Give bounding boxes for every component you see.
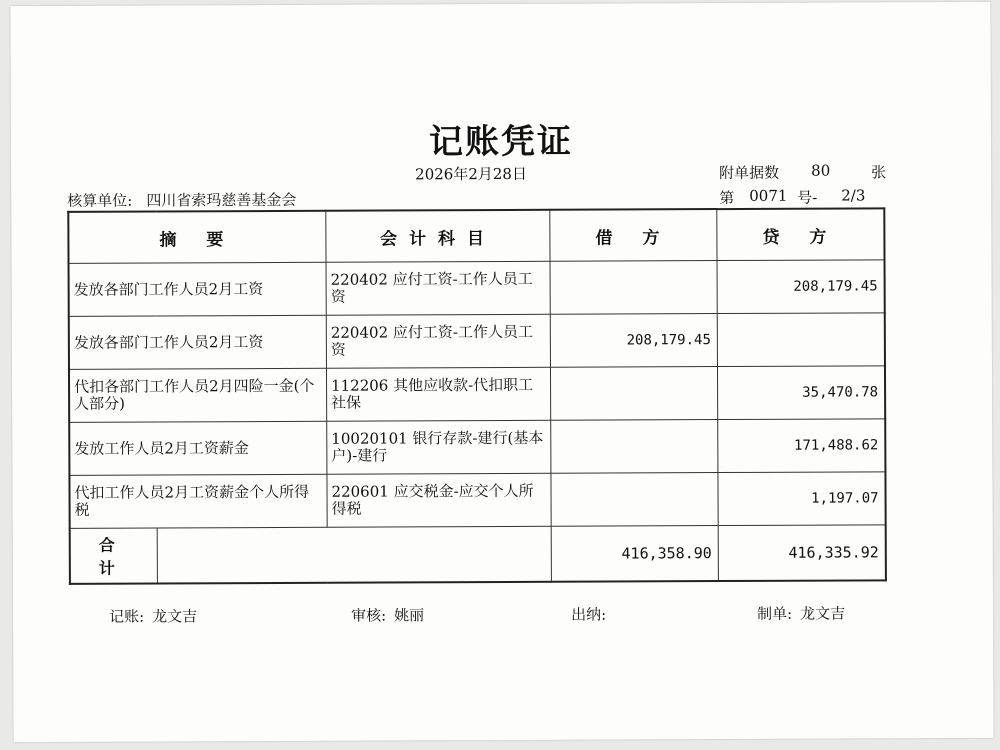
row-debit	[551, 420, 718, 474]
table-header-row	[68, 208, 884, 263]
voucher-number	[719, 186, 877, 208]
row-credit: 35,470.78	[717, 366, 885, 420]
table-row	[69, 313, 885, 370]
signature-line	[109, 602, 899, 626]
voucher-title: 记账凭证	[428, 121, 574, 163]
voucher-page: 2/3	[841, 186, 866, 205]
row-account: 220402 应付工资-工作人员工资	[326, 261, 550, 315]
header-account: 会计科目	[326, 210, 550, 262]
reviewer-signature	[351, 604, 424, 625]
row-summary: 发放各部门工作人员2月工资	[69, 315, 327, 369]
total-row	[70, 525, 886, 584]
accounting-unit	[67, 189, 296, 211]
header-credit: 贷 方	[717, 208, 885, 260]
voucher-paper	[10, 2, 993, 742]
cashier-signature	[571, 604, 614, 625]
table-row	[69, 366, 885, 423]
total-label: 合 计	[70, 528, 158, 584]
row-summary: 代扣工作人员2月工资薪金个人所得税	[69, 474, 327, 528]
bookkeeper-label: 记账:	[109, 607, 145, 626]
total-debit: 416,358.90	[551, 526, 718, 582]
cashier-label: 出纳:	[571, 605, 607, 624]
row-debit	[551, 473, 718, 527]
preparer-name: 龙文吉	[800, 604, 846, 623]
row-account: 220601 应交税金-应交个人所得税	[327, 473, 551, 527]
table-row	[69, 472, 885, 529]
voucher-table	[67, 207, 887, 585]
unit-name: 四川省索玛慈善基金会	[146, 190, 297, 210]
row-summary: 代扣各部门工作人员2月四险一金(个人部分)	[69, 368, 327, 422]
bookkeeper-name: 龙文吉	[152, 607, 198, 626]
voucher-date: 2026年2月28日	[415, 164, 527, 184]
voucher-no-value: 0071	[749, 186, 788, 205]
row-credit: 208,179.45	[717, 260, 885, 314]
row-account: 10020101 银行存款-建行(基本户)-建行	[327, 420, 551, 474]
attachment-unit: 张	[871, 163, 887, 182]
reviewer-name: 姚丽	[394, 606, 425, 625]
row-debit: 208,179.45	[550, 314, 717, 368]
table-row	[69, 260, 885, 317]
bookkeeper-signature	[109, 605, 197, 626]
row-credit: 171,488.62	[718, 419, 886, 473]
table-row	[69, 419, 885, 476]
row-account: 112206 其他应收款-代扣职工社保	[326, 367, 550, 421]
row-summary: 发放工作人员2月工资薪金	[69, 421, 327, 475]
total-blank	[157, 526, 551, 583]
header-summary: 摘 要	[68, 211, 326, 264]
reviewer-label: 审核:	[351, 606, 387, 625]
attachment-label: 附单据数	[719, 163, 780, 183]
row-account: 220402 应付工资-工作人员工资	[326, 314, 550, 368]
total-credit: 416,335.92	[718, 525, 886, 581]
row-summary: 发放各部门工作人员2月工资	[69, 262, 327, 316]
voucher-prefix: 第	[719, 188, 735, 208]
preparer-label: 制单:	[757, 604, 793, 623]
attachment-number: 80	[811, 161, 831, 180]
row-debit	[550, 367, 717, 421]
preparer-signature	[757, 603, 845, 624]
row-credit	[717, 313, 885, 367]
unit-label: 核算单位:	[67, 191, 133, 210]
row-debit	[550, 261, 717, 315]
attachment-count	[719, 161, 886, 183]
header-debit: 借 方	[550, 209, 717, 261]
voucher-suffix: 号-	[797, 188, 818, 207]
row-credit: 1,197.07	[718, 472, 886, 526]
